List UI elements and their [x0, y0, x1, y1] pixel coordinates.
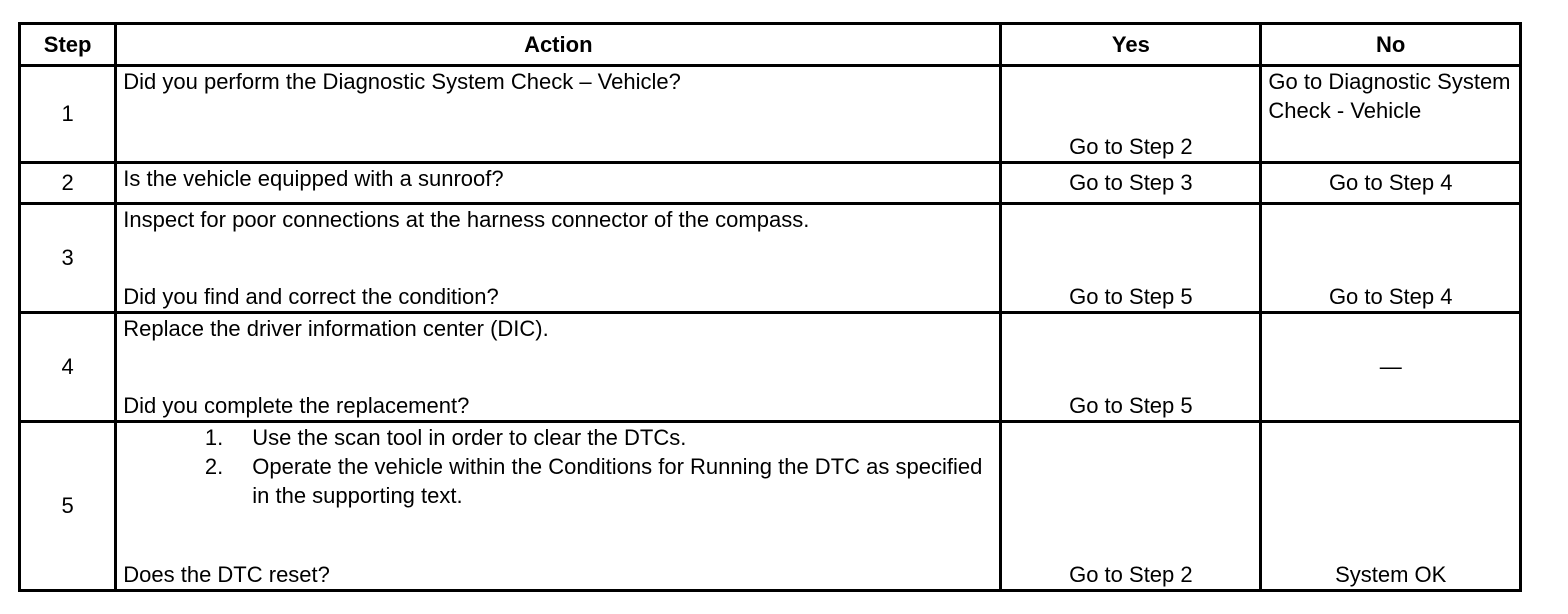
yes-result: Go to Step 2 — [1001, 65, 1261, 162]
action-text: Replace the driver information center (DIC). — [123, 315, 549, 341]
step-number: 1 — [21, 65, 116, 162]
yes-result: Go to Step 5 — [1001, 312, 1261, 421]
action-question: Did you find and correct the condition? — [123, 283, 499, 309]
action-cell — [116, 203, 1001, 312]
yes-result: Go to Step 3 — [1001, 162, 1261, 203]
table-row-step-2 — [21, 162, 1519, 203]
substep-list — [123, 423, 993, 510]
action-cell — [116, 312, 1001, 421]
table-row-step-5 — [21, 421, 1519, 589]
list-item — [123, 423, 993, 452]
header-yes: Yes — [1001, 25, 1261, 65]
step-number: 3 — [21, 203, 116, 312]
no-result: Go to Step 4 — [1261, 203, 1519, 312]
action-cell — [116, 421, 1001, 589]
action-question: Does the DTC reset? — [123, 562, 330, 587]
substep-text: Use the scan tool in order to clear the DTCs. — [252, 424, 687, 450]
table-row-step-4 — [21, 312, 1519, 421]
header-row — [21, 25, 1519, 65]
action-text: Inspect for poor connections at the harness connector of the compass. — [123, 206, 810, 232]
substep-number: 2. — [204, 453, 224, 479]
list-item — [123, 452, 993, 510]
action-text: Did you perform the Diagnostic System Check – Vehicle? — [116, 65, 1001, 162]
action-text: Is the vehicle equipped with a sunroof? — [116, 162, 1001, 203]
yes-result: Go to Step 5 — [1001, 203, 1261, 312]
table-row-step-1 — [21, 65, 1519, 162]
substep-text: Operate the vehicle within the Conditions for Running the DTC as specified in the supporting text. — [252, 453, 983, 508]
yes-result: Go to Step 2 — [1001, 421, 1261, 589]
no-result: Go to Diagnostic System Check - Vehicle — [1261, 65, 1519, 162]
no-result: — — [1261, 312, 1519, 421]
no-result: System OK — [1261, 421, 1519, 589]
step-number: 2 — [21, 162, 116, 203]
diagnostic-table-frame — [18, 22, 1522, 592]
no-result: Go to Step 4 — [1261, 162, 1519, 203]
header-no: No — [1261, 25, 1519, 65]
header-action: Action — [116, 25, 1001, 65]
header-step: Step — [21, 25, 116, 65]
step-number: 5 — [21, 421, 116, 589]
table-row-step-3 — [21, 203, 1519, 312]
diagnostic-table — [21, 25, 1519, 589]
step-number: 4 — [21, 312, 116, 421]
action-question: Did you complete the replacement? — [123, 392, 470, 418]
substep-number: 1. — [204, 424, 224, 450]
